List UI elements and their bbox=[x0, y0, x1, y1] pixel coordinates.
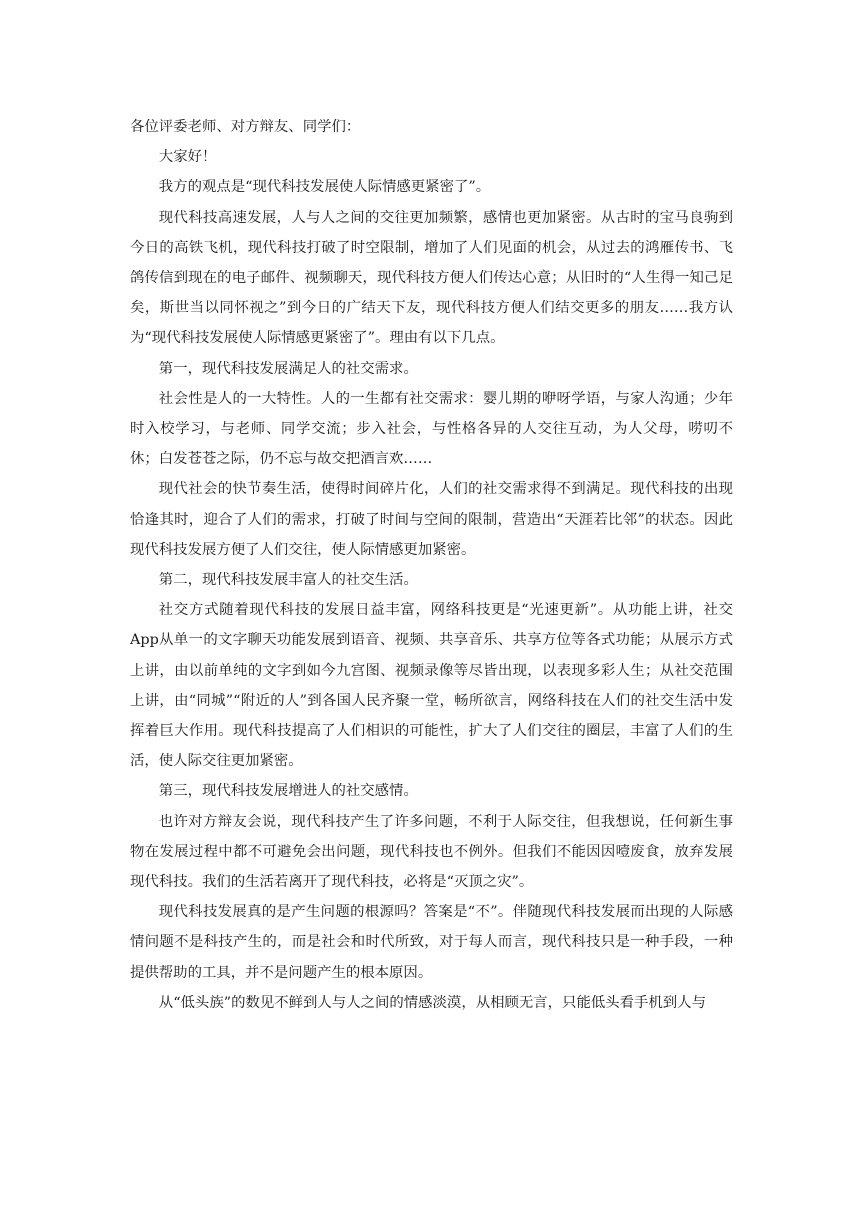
speech-text bbox=[130, 112, 733, 1018]
greeting-paragraph: 大家好！ bbox=[158, 149, 217, 166]
body-paragraph: 社交方式随着现代科技的发展日益丰富，网络科技更是“光速更新”。从功能上讲，社交App从单一的文字聊天功能发展到语音、视频、共享音乐、共享方位等各式功能；从展示方式上讲，由以前单纯的文字到如今九宫图、视频录像等尽皆出现，以表现多彩人生；从社交范围上讲，由“同城”“附近的人”到各国人民齐聚一堂，畅所欲言，网络科技在人们的社交生活中发挥着巨大作用。现代科技提高了人们相识的可能性，扩大了人们交往的圈层，丰富了人们的生活，使人际交往更加紧密。 bbox=[130, 602, 733, 770]
body-paragraph: 从“低头族”的数见不鲜到人与人之间的情感淡漠，从相顾无言，只能低头看手机到人与 bbox=[158, 994, 706, 1011]
thesis-paragraph: 我方的观点是“现代科技发展使人际情感更紧密了”。 bbox=[158, 179, 491, 196]
body-paragraph: 也许对方辩友会说，现代科技产生了许多问题，不利于人际交往，但我想说，任何新生事物在发展过程中都不可避免会出问题，现代科技也不例外。但我们不能因因噎废食，放弃发展现代科技。我们的生活若离开了现代科技，必将是“灭顶之灾”。 bbox=[130, 813, 733, 891]
body-paragraph: 现代科技发展真的是产生问题的根源吗？答案是“不”。伴随现代科技发展而出现的人际感情问题不是科技产生的，而是社会和时代所致，对于每人而言，现代科技只是一种手段，一种提供帮助的工具，并不是问题产生的根本原因。 bbox=[130, 904, 733, 981]
body-paragraph: 社会性是人的一大特性。人的一生都有社交需求：婴儿期的咿呀学语，与家人沟通；少年时入校学习，与老师、同学交流；步入社会，与性格各异的人交往互动，为人父母，唠叨不休；白发苍苍之际，仍不忘与故交把酒言欢…… bbox=[130, 390, 733, 468]
point-three-heading: 第三，现代科技发展增进人的社交感情。 bbox=[158, 783, 418, 800]
intro-paragraph: 现代科技高速发展，人与人之间的交往更加频繁，感情也更加紧密。从古时的宝马良驹到今日的高铁飞机，现代科技打破了时空限制，增加了人们见面的机会，从过去的鸿雁传书、飞鸽传信到现在的电子邮件、视频聊天，现代科技方便人们传达心意；从旧时的“人生得一知己足矣，斯世当以同怀视之”到今日的广结天下友，现代科技方便人们结交更多的朋友……我方认为“现代科技发展使人际情感更紧密了”。理由有以下几点。 bbox=[130, 209, 733, 347]
point-two-heading: 第二，现代科技发展丰富人的社交生活。 bbox=[158, 572, 418, 589]
point-one-heading: 第一，现代科技发展满足人的社交需求。 bbox=[158, 360, 418, 377]
salutation: 各位评委老师、对方辩友、同学们： bbox=[130, 119, 361, 135]
body-paragraph: 现代社会的快节奏生活，使得时间碎片化，人们的社交需求得不到满足。现代科技的出现恰逢其时，迎合了人们的需求，打破了时间与空间的限制，营造出“天涯若比邻”的状态。因此现代科技发展方便了人们交往，使人际情感更加紧密。 bbox=[130, 481, 733, 558]
